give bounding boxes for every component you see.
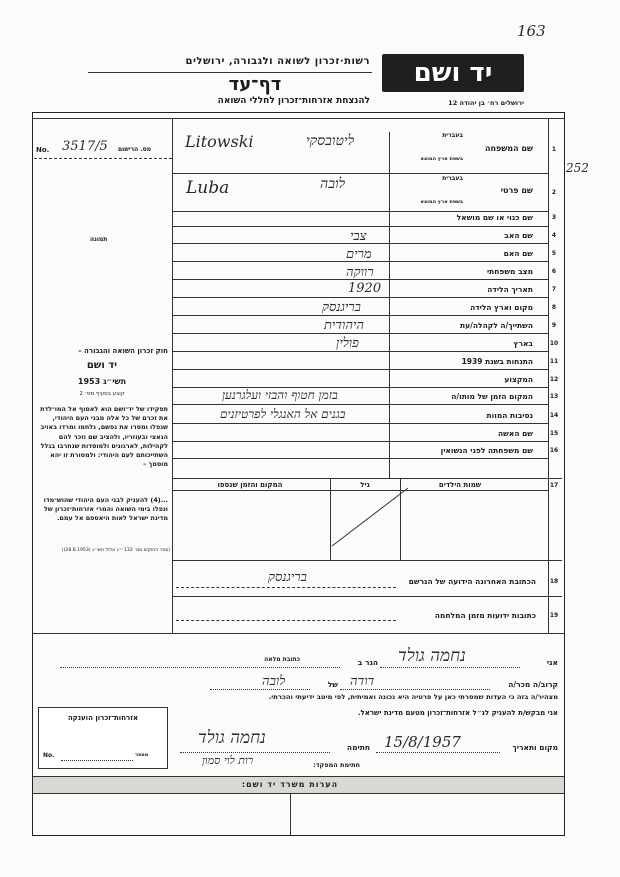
field-16-num: 16: [549, 447, 559, 454]
field-1-value-he: ליטובסקי: [306, 133, 355, 149]
field-10-label: בארץ: [513, 339, 533, 348]
declarant-address-label: הגר ב: [357, 658, 378, 667]
field-1-num: 1: [551, 146, 557, 153]
footer-label: הערות משרד יד ושם:: [241, 780, 339, 789]
record-no-prefix: No.: [36, 146, 50, 154]
citizenship-no-label2: מספר: [135, 752, 149, 758]
law-text: תפקידו של יד־ושם הוא לאסוף אל המו־לדת את זכרם של כל אלה מבני העם היהודי, שנפלו ומסרו את נפשם, נלחמו ומרדו באויב הנאצי ובעוזריו, ולהציב שם וזכר להם לקהילות, לארגונים ולמוסדות שנחרבו בגלל השתייכותם לעם היהודי: ולמסורת זו יהא מוסמך –: [40, 405, 168, 469]
field-13-label: המקום הזמן של מותו/ה: [451, 392, 533, 401]
field-12-num: 12: [549, 376, 559, 383]
declaration-text: מצהיר/ה בזה כי העדות שמסרתי כאן על פרטיה היא נכונה ואמיתית, לפי מיטב ידיעתי והכרתי.: [268, 693, 558, 701]
relation-label: קרוב/ה מכר/ה: [508, 680, 558, 689]
law-source: (ספר החוקים מס׳ 132 י״ג אלול תשי״ג (28.8.1953)): [61, 548, 170, 553]
children-col-names: שמות הילדים: [438, 481, 482, 489]
field-18-value: בריגנסק: [268, 570, 307, 585]
field-2-sub: בעברית: [442, 175, 463, 182]
signature-value: נחמה גולד: [198, 728, 266, 748]
field-2-value-latin: Luba: [186, 178, 230, 198]
field-10-value: פולין: [336, 336, 359, 351]
field-1-label: שם המשפחה: [484, 144, 533, 153]
field-9-label: השתייך/ה לקהלה/עת: [460, 321, 533, 330]
field-2-label: שם פרטי: [500, 186, 533, 195]
record-label: מס. הרישום: [118, 146, 152, 153]
org-line: רשות·זכרון לשואה ולגבורה, ירושלים: [185, 56, 370, 67]
field-2-num: 2: [551, 189, 557, 196]
field-4-num: 4: [551, 232, 557, 239]
field-10-num: 10: [549, 340, 559, 347]
field-19-label: כתובות ידועות מזמן המלחמה: [434, 611, 536, 620]
record-number: 3517/5: [62, 139, 108, 154]
field-9-num: 9: [551, 322, 557, 329]
field-4-value: צבי: [350, 229, 367, 244]
field-7-label: תאריך הלידה: [487, 285, 533, 294]
field-2-sub2: בשפת ארץ המוצא: [420, 199, 463, 205]
field-15-label: שם האשה: [498, 429, 533, 438]
field-8-value: בריגנסק: [322, 300, 361, 315]
request-text: אני מבקש/ת להעניק לנ״ל אזרחות־זכרון מטעם מדינת ישראל.: [357, 709, 558, 717]
citizenship-no-label: No.: [43, 752, 55, 759]
field-4-label: שם האב: [504, 231, 533, 240]
field-18-num: 18: [549, 578, 559, 585]
citizenship-title: אזרחות־זכרון הוענקה: [67, 714, 139, 722]
declarant-address-label2: כתובת מלאה: [264, 656, 300, 663]
logo: יד ושם: [413, 58, 493, 88]
place-date-label: מקום ותאריך: [512, 743, 558, 752]
field-6-label: מצב משפחתי: [486, 267, 533, 276]
signature-label: חתימה: [346, 743, 370, 752]
field-14-value: בגנים אל האנגלי לפרטיזנים: [220, 407, 346, 421]
page-number: 163: [517, 22, 546, 40]
field-18-label: הכתובת האחרונה הידועה של הנרשם: [408, 577, 536, 586]
field-6-value: רווקה: [346, 265, 374, 280]
of-label: של: [327, 680, 338, 689]
field-17-num: 17: [549, 482, 559, 489]
field-13-num: 13: [549, 393, 559, 400]
declarant-ani: אני: [546, 658, 558, 667]
field-7-value: 1920: [348, 281, 382, 296]
field-5-num: 5: [551, 250, 557, 257]
citizenship-box: [38, 707, 168, 769]
field-11-label: התנחות בשנת 1939: [461, 357, 533, 366]
form-subtitle: להנצחת אזרחות־זכרון לחללי השואה: [217, 96, 370, 106]
field-6-num: 6: [551, 268, 557, 275]
law-logo: יד ושם: [86, 360, 118, 371]
field-8-num: 8: [551, 304, 557, 311]
field-1-sub2: בשפת ארץ המוצא: [420, 156, 463, 162]
field-19-num: 19: [549, 612, 559, 619]
field-8-label: מקום וארץ הלידה: [470, 303, 533, 312]
place-date-value: 15/8/1957: [384, 733, 461, 751]
law-year: תשי״ג 1953: [77, 377, 127, 386]
field-15-num: 15: [549, 430, 559, 437]
law-clause-4: ...(4) להעניק לבני העם היהודי שהוש־מדו ונפלו בימי השואה והמרי אזרחות־זכרון של מדינת ישראל לאות היאספם אל עמם.: [43, 496, 168, 523]
field-9-value: היהודית: [324, 318, 365, 333]
law-clause: קובע בסעיף מס׳ 2: [79, 391, 125, 397]
declarant-name: נחמה גולד: [398, 646, 466, 666]
field-5-value: מרים: [346, 247, 372, 262]
children-col-age: גיל: [360, 481, 370, 489]
field-5-label: שם האם: [503, 249, 533, 258]
field-11-num: 11: [549, 358, 559, 365]
of-value: לובה: [262, 674, 286, 689]
verifier-value: רות לוי סמון: [202, 754, 254, 767]
field-16-label: שם משפחתה לפני הנשואין: [440, 446, 533, 455]
logo-box: [382, 54, 524, 92]
field-7-num: 7: [551, 286, 557, 293]
form-title: דף־עד: [228, 74, 282, 95]
field-3-label: שם כנוי או שם מושאל: [456, 213, 533, 222]
field-3-num: 3: [551, 214, 557, 221]
children-strike-line: [330, 480, 410, 550]
field-12-label: המקצוע: [504, 375, 533, 384]
verifier-label: חתימת המפקד:: [313, 761, 360, 769]
law-title: חוק זכרון השואה והגבורה –: [78, 347, 168, 355]
field-14-label: נסיבות המוות: [486, 411, 533, 420]
relation-value: דודה: [350, 674, 375, 689]
address: ירושלים רח׳ בן יהודה 12: [448, 99, 524, 107]
field-1-value-latin: Litowski: [185, 132, 254, 151]
field-1-sub: בעברית: [442, 132, 463, 139]
field-2-value-he: לובה: [320, 176, 346, 192]
photo-label: תמונה: [90, 236, 108, 243]
children-col-place: המקום והזמן שנספו: [217, 481, 283, 489]
field-13-value: בזמן חטוף והבזי ועלגרנען: [222, 388, 338, 402]
side-number: 252: [566, 161, 589, 175]
field-14-num: 14: [549, 412, 559, 419]
